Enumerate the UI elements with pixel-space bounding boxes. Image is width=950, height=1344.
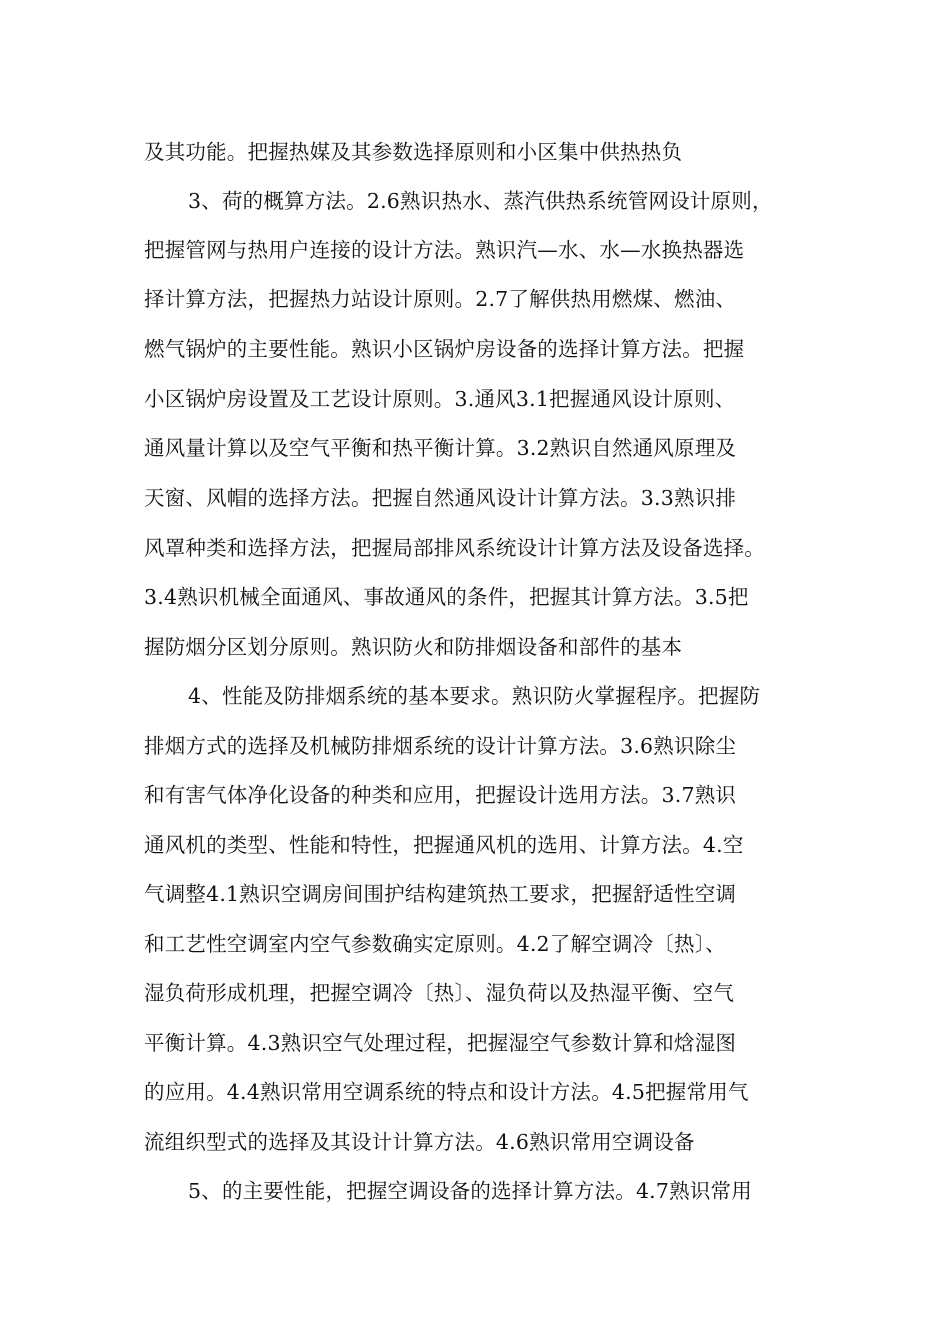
text-line-7: 通风量计算以及空气平衡和热平衡计算。3.2熟识自然通风原理及 — [144, 436, 737, 460]
text-line-16: 气调整4.1熟识空调房间围护结构建筑热工要求，把握舒适性空调 — [144, 882, 737, 906]
text-line-3: 把握管网与热用户连接的设计方法。熟识汽—水、水—水换热器选 — [144, 238, 745, 262]
text-line-12: 4、性能及防排烟系统的基本要求。熟识防火掌握程序。把握防 — [188, 684, 761, 708]
text-line-21: 流组织型式的选择及其设计计算方法。4.6熟识常用空调设备 — [144, 1130, 695, 1154]
text-line-19: 平衡计算。4.3熟识空气处理过程，把握湿空气参数计算和焓湿图 — [144, 1031, 737, 1055]
text-line-6: 小区锅炉房设置及工艺设计原则。3.通风3.1把握通风设计原则、 — [144, 387, 736, 411]
text-line-1: 及其功能。把握热媒及其参数选择原则和小区集中供热热负 — [144, 140, 683, 164]
text-line-15: 通风机的类型、性能和特性，把握通风机的选用、计算方法。4.空 — [144, 833, 744, 857]
text-line-8: 天窗、风帽的选择方法。把握自然通风设计计算方法。3.3熟识排 — [144, 486, 737, 510]
text-line-10: 3.4熟识机械全面通风、事故通风的条件，把握其计算方法。3.5把 — [144, 585, 749, 609]
text-line-4: 择计算方法，把握热力站设计原则。2.7了解供热用燃煤、燃油、 — [144, 287, 737, 311]
text-line-2: 3、荷的概算方法。2.6熟识热水、蒸汽供热系统管网设计原则， — [188, 189, 773, 213]
text-line-18: 湿负荷形成机理，把握空调冷〔热〕、湿负荷以及热湿平衡、空气 — [144, 981, 735, 1005]
text-line-11: 握防烟分区划分原则。熟识防火和防排烟设备和部件的基本 — [144, 635, 683, 659]
text-line-20: 的应用。4.4熟识常用空调系统的特点和设计方法。4.5把握常用气 — [144, 1080, 749, 1104]
text-line-5: 燃气锅炉的主要性能。熟识小区锅炉房设备的选择计算方法。把握 — [144, 337, 745, 361]
text-line-17: 和工艺性空调室内空气参数确实定原则。4.2了解空调冷〔热〕、 — [144, 932, 726, 956]
text-line-13: 排烟方式的选择及机械防排烟系统的设计计算方法。3.6熟识除尘 — [144, 734, 737, 758]
text-line-9: 风罩种类和选择方法，把握局部排风系统设计计算方法及设备选择。 — [144, 536, 765, 560]
text-line-22: 5、的主要性能，把握空调设备的选择计算方法。4.7熟识常用 — [188, 1179, 752, 1203]
text-line-14: 和有害气体净化设备的种类和应用，把握设计选用方法。3.7熟识 — [144, 783, 737, 807]
